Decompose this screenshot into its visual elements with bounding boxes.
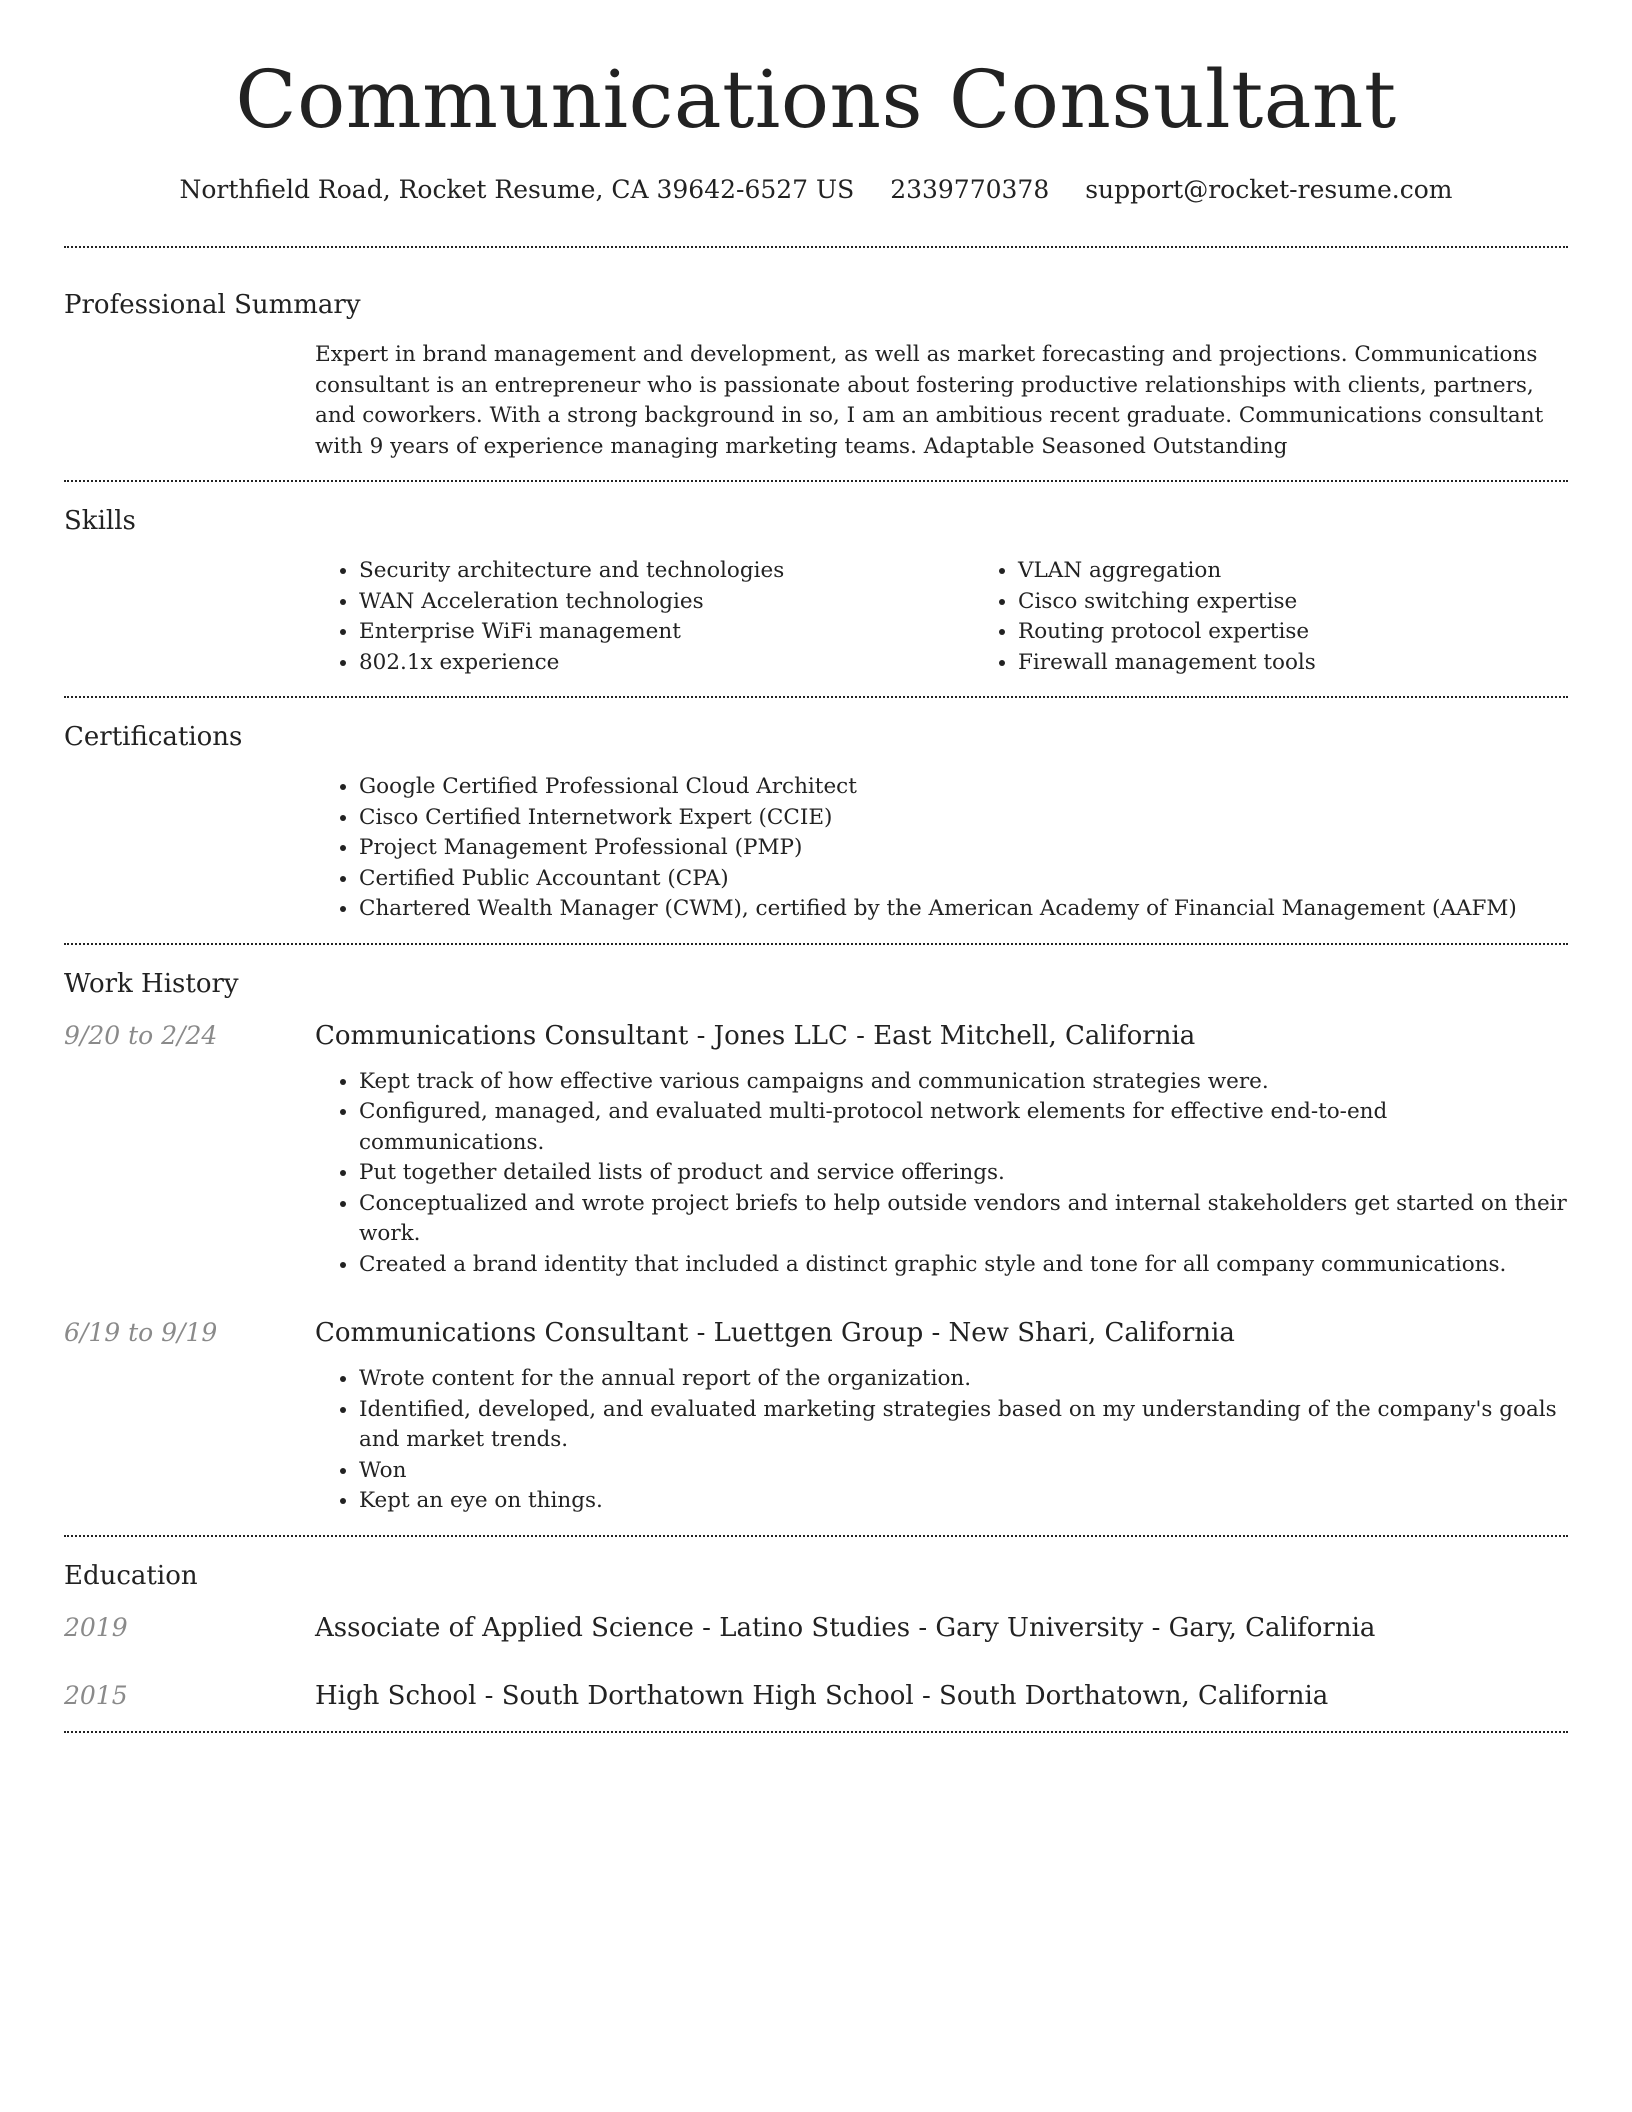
education-entry [64,1679,1568,1713]
skills-list-col1 [315,556,974,678]
list-item: • Google Certified Professional Cloud Architect [359,772,1568,803]
list-item: • VLAN aggregation [1018,556,1632,587]
job-entry [64,1019,1568,1281]
skills-left-spacer [64,556,315,678]
job-heading: Communications Consultant - Jones LLC - East Mitchell, California [315,1020,1196,1051]
education-body [315,1679,1568,1713]
list-item: • WAN Acceleration technologies [359,587,974,618]
job-entry [64,1316,1568,1517]
section-title-summary: Professional Summary [64,290,361,320]
certifications-row [64,772,1568,925]
job-body [315,1019,1568,1281]
list-item: • Security architecture and technologies [359,556,974,587]
summary-body [315,340,1568,462]
list-item: • Won [359,1456,1568,1487]
summary-text: Expert in brand management and development, as well as market forecasting and projections. Communications consultant is an entrepreneur who is passionate about fostering productive relationships with clients, partners, and coworkers. With a strong background in so, I am an ambitious recent graduate. Communications consultant with 9 years of experience managing marketing teams. Adaptable Seasoned Outstanding [315,342,1544,459]
skills-grid [315,556,1632,678]
certifications-body [315,772,1568,925]
list-item: • Cisco Certified Internetwork Expert (CCIE) [359,803,1568,834]
education-year: 2015 [64,1680,128,1710]
list-item: • Wrote content for the annual report of the organization. [359,1364,1568,1395]
education-heading: Associate of Applied Science - Latino Studies - Gary University - Gary, California [315,1612,1376,1643]
list-item: • Firewall management tools [1018,648,1632,679]
job-heading: Communications Consultant - Luettgen Group - New Shari, California [315,1318,1235,1348]
education-heading: High School - South Dorthatown High School - South Dorthatown, California [315,1680,1329,1711]
list-item: • 802.1x experience [359,648,974,679]
list-item: • Conceptualized and wrote project briefs to help outside vendors and internal stakeholders get started on their work. [359,1189,1568,1250]
section-title-skills: Skills [64,506,136,536]
list-item: • Put together detailed lists of product and service offerings. [359,1158,1568,1189]
summary-left-spacer [64,340,315,462]
skills-list-col2 [974,556,1632,678]
job-bullets [315,1067,1568,1281]
certifications-list [315,772,1568,925]
job-dates: 6/19 to 9/19 [64,1318,218,1347]
section-title-education: Education [64,1560,198,1591]
contact-email: support@rocket-resume.com [1085,175,1453,204]
list-item: • Enterprise WiFi management [359,617,974,648]
section-title-work: Work History [64,968,239,999]
section-title-certifications: Certifications [64,722,243,752]
education-body [315,1611,1568,1645]
list-item: • Created a brand identity that included a distinct graphic style and tone for all company communications. [359,1250,1568,1281]
contact-phone: 2339770378 [890,175,1050,204]
contact-address: Northfield Road, Rocket Resume, CA 39642-6527 US [179,175,855,204]
job-dates: 9/20 to 2/24 [64,1020,218,1050]
skills-section [64,482,1568,696]
list-item: • Kept an eye on things. [359,1486,1568,1517]
job-bullets [315,1364,1568,1517]
job-body [315,1316,1568,1517]
certifications-section [64,698,1568,943]
list-item: • Configured, managed, and evaluated multi-protocol network elements for effective end-to-end communications. [359,1097,1568,1158]
list-item: • Chartered Wealth Manager (CWM), certified by the American Academy of Financial Management (AAFM) [359,894,1568,925]
certifications-left-spacer [64,772,315,925]
work-section [64,945,1568,1535]
list-item: • Kept track of how effective various campaigns and communication strategies were. [359,1067,1568,1098]
list-item: • Routing protocol expertise [1018,617,1632,648]
skills-row [64,556,1568,678]
section-divider [64,1731,1568,1733]
list-item: • Certified Public Accountant (CPA) [359,864,1568,895]
list-item: • Identified, developed, and evaluated marketing strategies based on my understanding of the company's goals and market trends. [359,1395,1568,1456]
education-entry [64,1611,1568,1645]
summary-row [64,340,1568,462]
summary-section [64,248,1568,480]
education-year: 2019 [64,1612,128,1642]
list-item: • Project Management Professional (PMP) [359,833,1568,864]
resume-name: Communications Consultant [235,53,1397,146]
education-section [64,1537,1568,1731]
contact-line [64,174,1568,206]
list-item: • Cisco switching expertise [1018,587,1632,618]
